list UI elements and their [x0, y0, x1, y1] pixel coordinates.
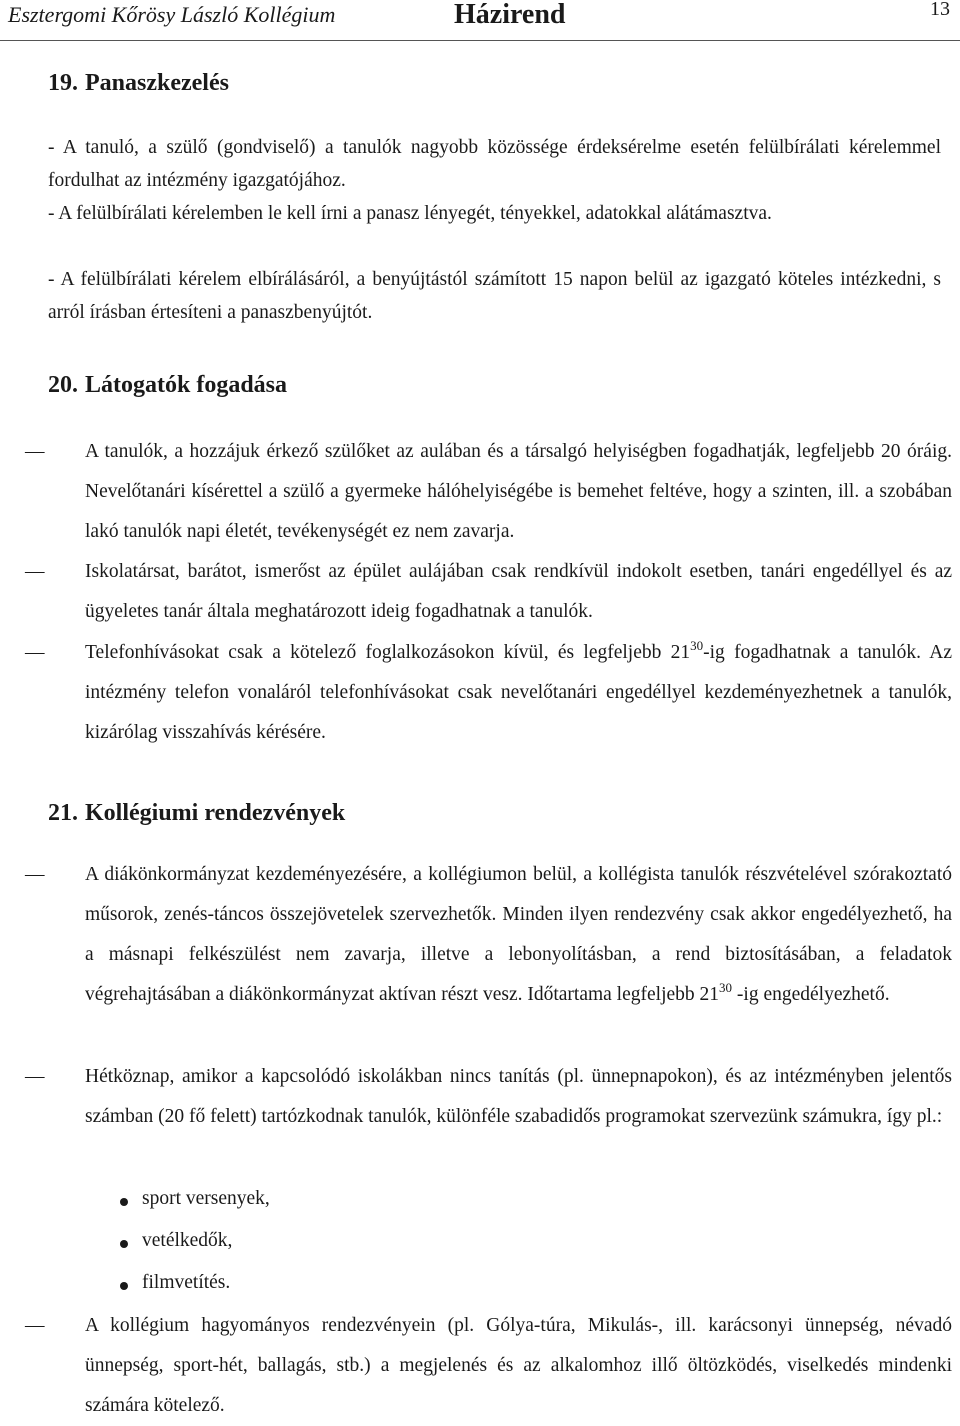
- section-number: 19.: [48, 70, 78, 96]
- list-item: [85, 633, 952, 753]
- section-19-heading: [48, 70, 229, 97]
- text-fragment: -ig engedélyezhető.: [732, 984, 890, 1005]
- paragraph: - A tanuló, a szülő (gondviselő) a tanulók nagyobb közössége érdeksérelme esetén felülbírálati kérelemmel fordulhat az intézmény igazgatójához.: [48, 137, 941, 191]
- paragraph: - A felülbírálati kérelemben le kell írni a panasz lényegét, tényekkel, adatokkal alátámasztva.: [48, 203, 772, 224]
- section-number: 20.: [48, 372, 78, 398]
- section-20-heading: [48, 372, 287, 399]
- section-number: 21.: [48, 800, 78, 826]
- superscript: 30: [690, 638, 704, 653]
- bullet-item: filmvetítés.: [142, 1272, 231, 1293]
- text-fragment: Telefonhívásokat csak a kötelező foglalkozásokon kívül, és legfeljebb 21: [85, 642, 691, 663]
- text-fragment: A diákönkormányzat kezdeményezésére, a kollégiumon belül, a kollégista tanulók részvételével szórakoztató műsorok, zenés-táncos összejövetelek szervezhetők. Minden ilyen rendezvény csak akkor engedélyezhető, ha a másnapi felkészülést nem zavarja, illetve a lebonyolításban, a rend biztosításában, a feladatok végrehajtásában a diákönkormányzat aktívan részt vesz. Időtartama legfeljebb 21: [85, 864, 952, 1005]
- bullet-item: sport versenyek,: [142, 1188, 270, 1209]
- section-title: Kollégiumi rendezvények: [85, 800, 346, 826]
- list-item: — A tanulók, a hozzájuk érkező szülőket az aulában és a társalgó helyiségben fogadhatják, legfeljebb 20 óráig. Nevelőtanári kísérettel a szülő a gyermeke hálóhelyiségébe is bemehet feltéve, hogy a szinten, ill. a szobában lakó tanulók napi életét, tevékenységét ez nem zavarja.: [85, 432, 952, 552]
- bullet-item: vetélkedők,: [142, 1230, 233, 1251]
- list-item: [85, 855, 952, 1015]
- header-institution: Esztergomi Kőrösy László Kollégium: [8, 2, 336, 27]
- superscript: 30: [719, 980, 733, 995]
- page-number: 13: [930, 0, 950, 20]
- paragraph: - A felülbírálati kérelem elbírálásáról, a benyújtástól számított 15 napon belül az igazgató köteles intézkedni, s arról írásban értesíteni a panaszbenyújtót.: [48, 269, 941, 323]
- list-item: — Iskolatársat, barátot, ismerőst az épület aulájában csak rendkívül indokolt esetben, tanári engedéllyel és az ügyeletes tanár általa meghatározott ideig fogadhatnak a tanulók.: [85, 552, 952, 632]
- page-header: [0, 0, 960, 41]
- list-item: — A kollégium hagyományos rendezvényein (pl. Gólya-túra, Mikulás-, ill. karácsonyi ünnepség, névadó ünnepség, sport-hét, ballagás, stb.) a megjelenés és az alkalomhoz illő öltözködés, viselkedés mindenki számára kötelező.: [85, 1306, 952, 1426]
- header-title: Házirend: [454, 0, 566, 30]
- text-fragment: -ig fogadhatnak a tanulók. Az intézmény telefon vonaláról telefonhívásokat csak nevelőtanári engedéllyel kezdeményezhetnek a tanulók, kizárólag visszahívás kérésére.: [85, 642, 952, 743]
- section-21-heading: [48, 800, 345, 827]
- list-item: — Hétköznap, amikor a kapcsolódó iskolákban nincs tanítás (pl. ünnepnapokon), és az intézményben jelentős számban (20 fő felett) tartózkodnak tanulók, különféle szabadidős programokat szervezünk számukra, így pl.:: [85, 1057, 952, 1137]
- section-title: Látogatók fogadása: [85, 372, 288, 398]
- section-title: Panaszkezelés: [85, 70, 229, 96]
